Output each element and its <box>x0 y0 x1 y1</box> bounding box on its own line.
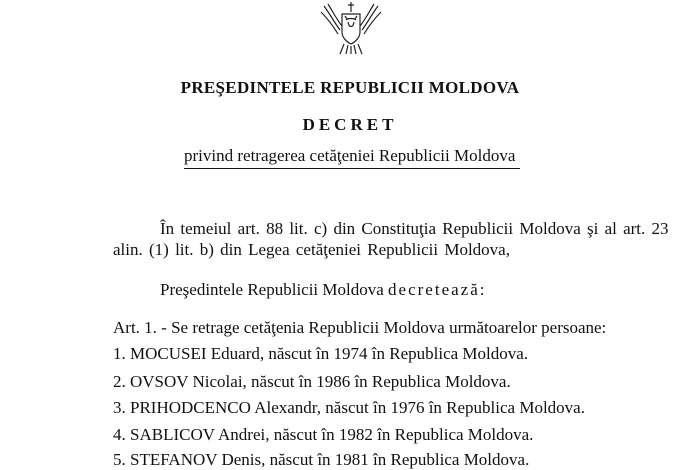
item-number: 5. <box>113 450 126 469</box>
person-name: MOCUSEI Eduard, <box>130 344 265 363</box>
person-details: născut în 1986 în Republica Moldova. <box>246 372 511 391</box>
article-1: Art. 1. - Se retrage cetăţenia Republicii Moldova următoarelor persoane: <box>113 318 607 337</box>
person-details: născut în 1974 în Republica Moldova. <box>264 344 529 363</box>
list-item <box>113 450 529 470</box>
decree-intro: Preşedintele Republicii Moldova <box>160 280 384 299</box>
person-name: OVSOV Nicolai, <box>130 372 247 391</box>
item-number: 1. <box>113 344 126 363</box>
document-subject: privind retragerea cetăţeniei Republicii Moldova <box>184 146 520 169</box>
list-item <box>113 372 511 392</box>
preamble-line-2: alin. (1) lit. b) din Legea cetăţeniei Republicii Moldova, <box>113 240 510 259</box>
item-number: 4. <box>113 425 126 444</box>
decree-statement <box>160 280 486 300</box>
document-type: DECRET <box>302 115 398 134</box>
list-item <box>113 398 585 418</box>
list-item <box>113 425 533 445</box>
person-name: STEFANOV Denis, <box>130 450 266 469</box>
list-item <box>113 344 528 364</box>
person-details: născut în 1981 în Republica Moldova. <box>265 450 530 469</box>
decree-verb: decretează: <box>388 280 487 299</box>
item-number: 2. <box>113 372 126 391</box>
person-name: PRIHODCENCO Alexandr, <box>130 398 322 417</box>
preamble-line-1: În temeiul art. 88 lit. c) din Constituţia Republicii Moldova şi al art. 23 <box>160 219 669 238</box>
item-number: 3. <box>113 398 126 417</box>
person-details: născut în 1976 în Republica Moldova. <box>321 398 585 417</box>
issuer-title: PREŞEDINTELE REPUBLICII MOLDOVA <box>180 78 520 97</box>
moldova-coat-of-arms-icon <box>318 0 384 55</box>
person-name: SABLICOV Andrei, <box>130 425 270 444</box>
person-details: născut în 1982 în Republica Moldova. <box>269 425 534 444</box>
